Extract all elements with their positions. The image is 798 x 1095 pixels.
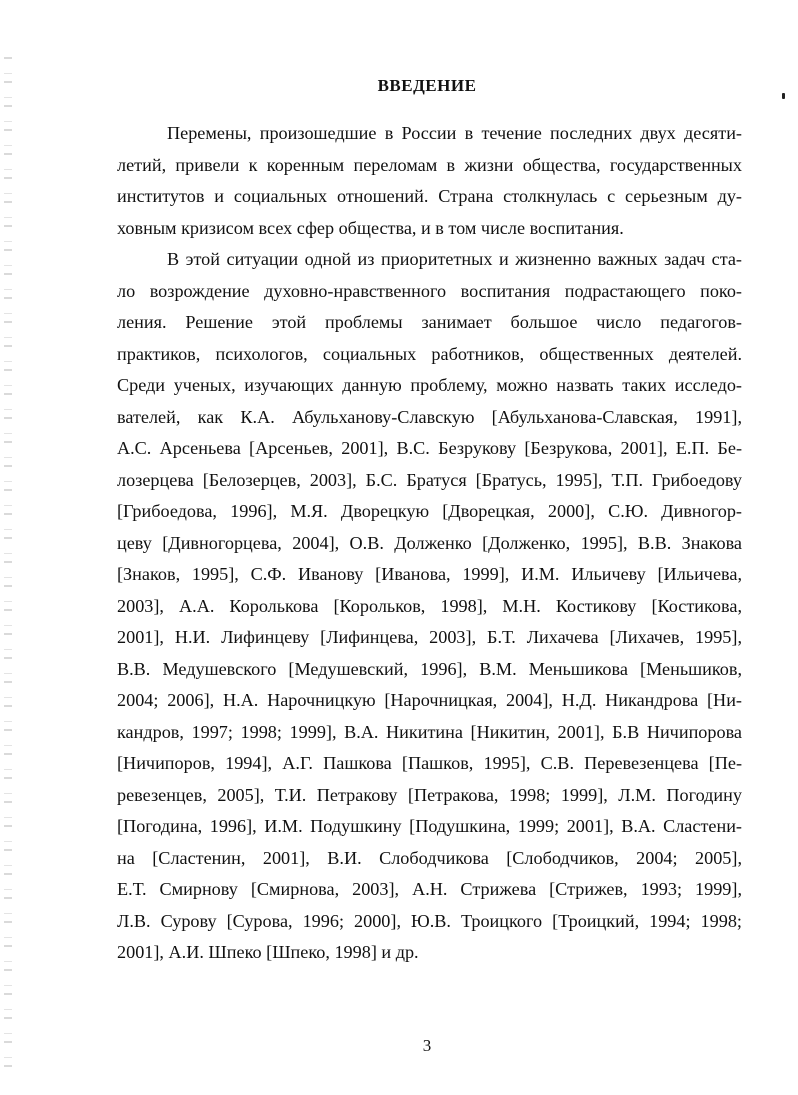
text-line: 2004; 2006], Н.А. Нарочницкую [Нарочницкая, 2004], Н.Д. Никандрова [Ни- xyxy=(117,690,742,710)
text-line: [Погодина, 1996], И.М. Подушкину [Подушкина, 1999; 2001], В.А. Сластени- xyxy=(117,816,742,836)
text-line: [Знаков, 1995], С.Ф. Иванову [Иванова, 1999], И.М. Ильичеву [Ильичева, xyxy=(117,564,742,584)
text-line: ревезенцев, 2005], Т.И. Петракову [Петракова, 1998; 1999], Л.М. Погодину xyxy=(117,784,742,805)
text-line: кандров, 1997; 1998; 1999], В.А. Никитина [Никитин, 2001], Б.В Ничипорова xyxy=(117,721,742,742)
text-line: Перемены, произошедшие в России в течение последних двух десяти- xyxy=(167,123,742,143)
text-line: Л.В. Сурову [Сурова, 1996; 2000], Ю.В. Троицкого [Троицкий, 1994; 1998; xyxy=(117,910,742,931)
text-line: Е.Т. Смирнову [Смирнова, 2003], А.Н. Стрижева [Стрижев, 1993; 1999], xyxy=(117,879,742,899)
text-line: институтов и социальных отношений. Страна столкнулась с серьезным ду- xyxy=(117,186,742,206)
text-line: ло возрождение духовно-нравственного воспитания подрастающего поко- xyxy=(117,280,742,301)
text-line: летий, привели к коренным переломам в жизни общества, государственных xyxy=(117,154,742,175)
paragraph-1 xyxy=(117,118,742,244)
text-line: 2001], Н.И. Лифинцеву [Лифинцева, 2003], Б.Т. Лихачева [Лихачев, 1995], xyxy=(117,627,742,647)
text-line: В.В. Медушевского [Медушевский, 1996], В.М. Меньшикова [Меньшиков, xyxy=(117,658,742,679)
text-line: лозерцева [Белозерцев, 2003], Б.С. Братуся [Братусь, 1995], Т.П. Грибоедову xyxy=(117,469,742,490)
text-line: [Грибоедова, 1996], М.Я. Дворецкую [Дворецкая, 2000], С.Ю. Дивногор- xyxy=(117,501,742,521)
text-line: вателей, как К.А. Абульханову-Славскую [Абульханова-Славская, 1991], xyxy=(117,406,742,427)
text-line: цеву [Дивногорцева, 2004], О.В. Долженко [Долженко, 1995], В.В. Знакова xyxy=(117,532,742,553)
page-number: 3 xyxy=(422,1036,432,1055)
text-line: А.С. Арсеньева [Арсеньев, 2001], В.С. Безрукову [Безрукова, 2001], Е.П. Бе- xyxy=(117,438,742,458)
text-line: практиков, психологов, социальных работников, общественных деятелей. xyxy=(117,343,742,364)
text-line: 2003], А.А. Королькова [Корольков, 1998], М.Н. Костикову [Костикова, xyxy=(117,595,742,616)
text-line: [Ничипоров, 1994], А.Г. Пашкова [Пашков, 1995], С.В. Перевезенцева [Пе- xyxy=(117,753,742,773)
text-line: Среди ученых, изучающих данную проблему, можно назвать таких исследо- xyxy=(117,375,742,395)
text-line: на [Сластенин, 2001], В.И. Слободчикова [Слободчиков, 2004; 2005], xyxy=(117,847,742,868)
text-line: 2001], А.И. Шпеко [Шпеко, 1998] и др. xyxy=(117,942,419,962)
text-line: ховным кризисом всех сфер общества, и в том числе воспитания. xyxy=(117,217,624,238)
paragraph-2 xyxy=(117,244,742,969)
scan-binding-edge xyxy=(4,50,12,1070)
text-line: В этой ситуации одной из приоритетных и жизненно важных задач ста- xyxy=(167,249,742,269)
text-line: ления. Решение этой проблемы занимает большое число педагогов- xyxy=(117,312,742,332)
page-title: ВВЕДЕНИЕ xyxy=(377,76,477,95)
